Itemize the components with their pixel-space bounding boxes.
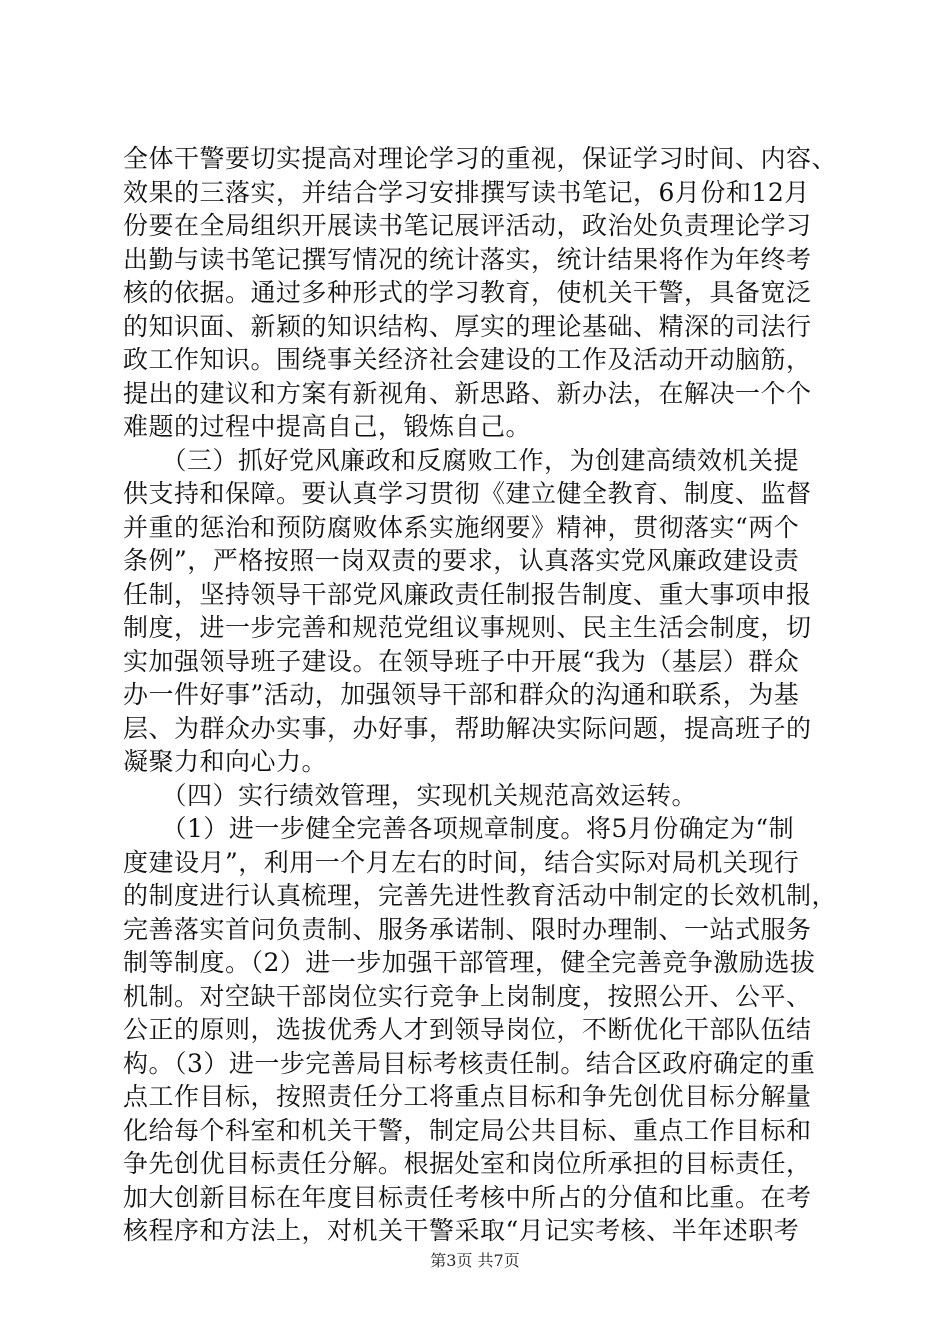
text-line: 层、为群众办实事，办好事，帮助解决实际问题，提高班子的: [123, 713, 812, 743]
text-line: 任制，坚持领导干部党风廉政责任制报告制度、重大事项申报: [123, 579, 812, 609]
text-line: 制度，进一步完善和规范党组议事规则、民主生活会制度，切: [123, 613, 812, 642]
text-line: 核程序和方法上，对机关干警采取“月记实考核、半年述职考: [123, 1216, 800, 1245]
text-line: 争先创优目标责任分解。根据处室和岗位所承担的目标责任，: [123, 1149, 812, 1178]
text-line: 难题的过程中提高自己，锻炼自己。: [123, 412, 532, 441]
text-line: 供支持和保障。要认真学习贯彻《建立健全教育、制度、监督: [123, 479, 812, 508]
text-line: 政工作知识。围绕事关经济社会建设的工作及活动开动脑筋，: [123, 345, 812, 374]
text-line: 核的依据。通过多种形式的学习教育，使机关干警，具备宽泛: [123, 278, 812, 307]
text-line: 加大创新目标在年度目标责任考核中所占的分值和比重。在考: [123, 1182, 812, 1212]
text-line: （四）实行绩效管理，实现机关规范高效运转。: [123, 780, 698, 810]
text-line: 并重的惩治和预防腐败体系实施纲要》精神，贯彻落实“两个: [123, 512, 800, 542]
text-line: 化给每个科室和机关干警，制定局公共目标、重点工作目标和: [123, 1115, 812, 1145]
text-line: 条例”，严格按照一岗双责的要求，认真落实党风廉政建设责: [123, 546, 800, 575]
text-line: 凝聚力和向心力。: [123, 747, 328, 776]
text-line: 出勤与读书笔记撰写情况的统计落实，统计结果将作为年终考: [123, 244, 812, 274]
text-line: （三）抓好党风廉政和反腐败工作，为创建高绩效机关提: [123, 445, 800, 475]
text-line: 构。（3）进一步完善局目标考核责任制。结合区政府确定的重: [123, 1048, 816, 1078]
text-line: （1）进一步健全完善各项规章制度。将5月份确定为“制: [123, 814, 795, 843]
text-line: 度建设月”，利用一个月左右的时间，结合实际对局机关现行: [123, 847, 800, 877]
text-line: 点工作目标，按照责任分工将重点目标和争先创优目标分解量: [123, 1082, 812, 1111]
text-line: 机制。对空缺干部岗位实行竞争上岗制度，按照公开、公平、: [123, 981, 812, 1011]
text-line: 实加强领导班子建设。在领导班子中开展“我为（基层）群众: [123, 646, 800, 676]
text-line: 公正的原则，选拔优秀人才到领导岗位，不断优化干部队伍结: [123, 1015, 812, 1044]
page-number: 第3页 共7页: [430, 1251, 520, 1270]
text-line: 效果的三落实，并结合学习安排撰写读书笔记，6月份和12月: [123, 177, 810, 207]
text-line: 的知识面、新颖的知识结构、厚实的理论基础、精深的司法行: [123, 311, 812, 341]
text-line: 完善落实首问负责制、服务承诺制、限时办理制、一站式服务: [123, 914, 812, 944]
text-line: 办一件好事”活动，加强领导干部和群众的沟通和联系，为基: [123, 680, 800, 709]
text-line: 提出的建议和方案有新视角、新思路、新办法，在解决一个个: [123, 378, 812, 408]
text-line: 份要在全局组织开展读书笔记展评活动，政治处负责理论学习: [123, 211, 812, 240]
body-text: [123, 142, 838, 1248]
text-line: 制等制度。（2）进一步加强干部管理，健全完善竞争激励选拔: [123, 948, 816, 977]
text-line: 全体干警要切实提高对理论学习的重视，保证学习时间、内容、: [123, 144, 838, 173]
text-line: 的制度进行认真梳理，完善先进性教育活动中制定的长效机制，: [123, 881, 838, 910]
